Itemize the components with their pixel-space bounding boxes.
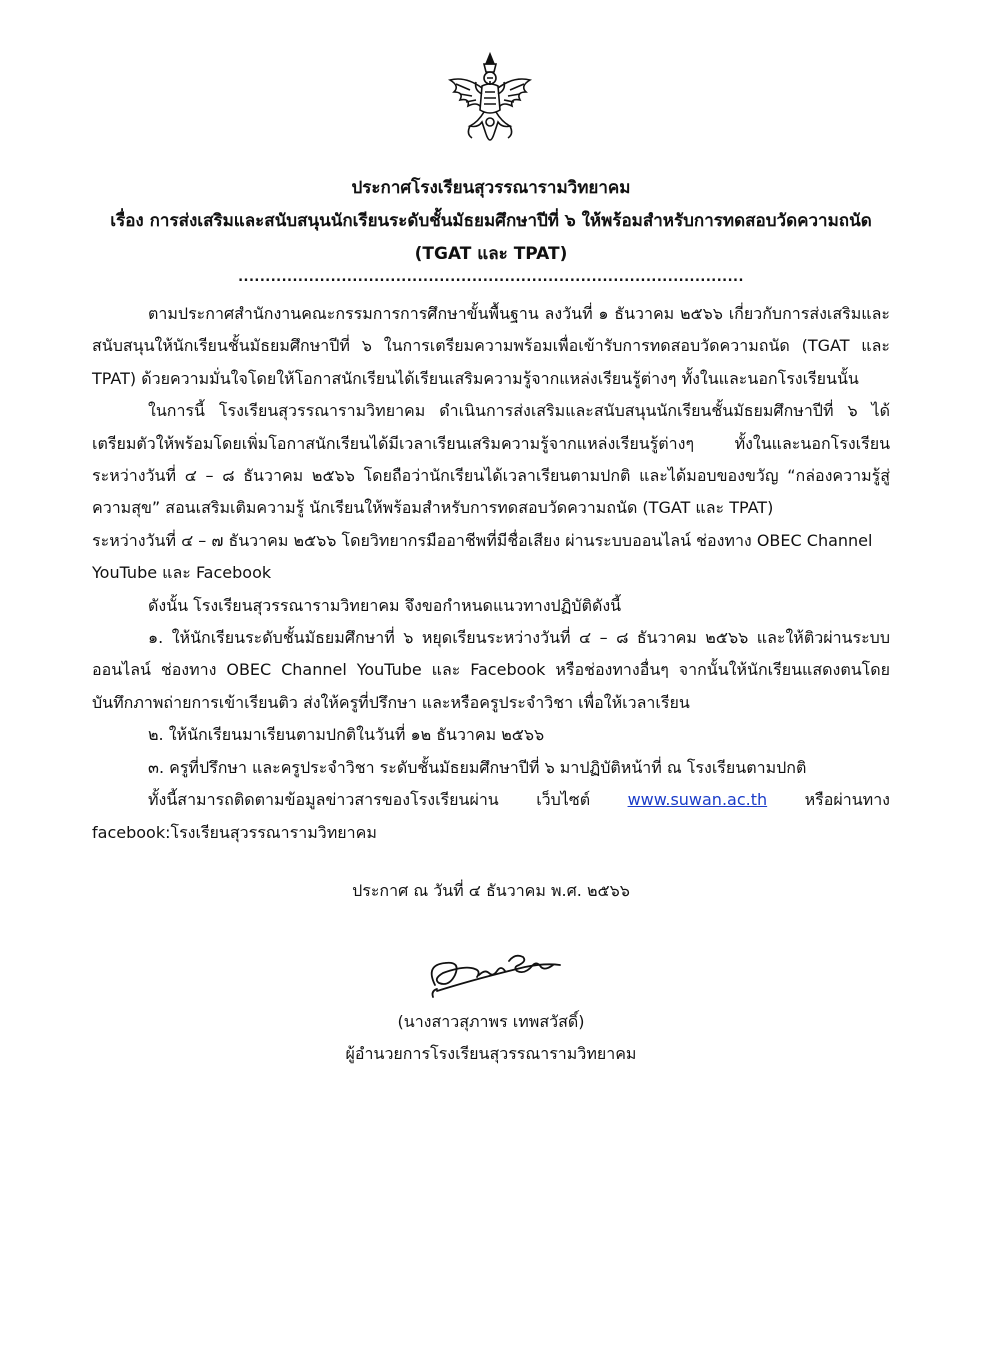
paragraph-contact bbox=[92, 784, 890, 849]
paragraph-tutoring-period: ระหว่างวันที่ ๔ – ๗ ธันวาคม ๒๕๖๖ โดยวิทยากรมืออาชีพที่มีชื่อเสียง ผ่านระบบออนไลน์ ช่องทาง OBEC Channel YouTube และ Facebook bbox=[92, 530, 873, 583]
document-header bbox=[60, 172, 922, 271]
signature-icon bbox=[415, 935, 565, 1005]
signer-title: ผู้อำนวยการโรงเรียนสุวรรณารามวิทยาคม bbox=[345, 1044, 637, 1063]
guideline-item-3: ๓. ครูที่ปรึกษา และครูประจำวิชา ระดับชั้นมัธยมศึกษาปีที่ ๖ มาปฏิบัติหน้าที่ ณ โรงเรียนตามปกติ bbox=[148, 757, 807, 777]
guideline-item-2: ๒. ให้นักเรียนมาเรียนตามปกติในวันที่ ๑๒ ธันวาคม ๒๕๖๖ bbox=[148, 725, 545, 745]
paragraph-school-action: ในการนี้ โรงเรียนสุวรรณารามวิทยาคม ดำเนินการส่งเสริมและสนับสนุนนักเรียนชั้นมัธยมศึกษาปีที่ ๖ ได้เตรียมตัวให้พร้อมโดยเพิ่มโอกาสนักเรียนได้มีเวลาเรียนเสริมความรู้จากแหล่งเรียนรู้ต่างๆ ทั้งในและนอกโรงเรียน ระหว่างวันที่ ๔ – ๘ ธันวาคม ๒๕๖๖ โดยถือว่านักเรียนได้เวลาเรียนตามปกติ และได้มอบของขวัญ “กล่องความรู้สู่ความสุข” สอนเสริมเติมความรู้ นักเรียนให้พร้อมสำหรับการทดสอบวัดความถนัด (TGAT และ TPAT) bbox=[92, 401, 890, 518]
document-body bbox=[92, 298, 890, 849]
signer-block bbox=[60, 1006, 922, 1070]
contact-text-pre: ทั้งนี้สามารถติดตามข้อมูลข่าวสารของโรงเรียนผ่าน เว็บไซต์ bbox=[148, 790, 628, 810]
school-website-link[interactable]: www.suwan.ac.th bbox=[627, 790, 768, 810]
announcement-date: ประกาศ ณ วันที่ ๔ ธันวาคม พ.ศ. ๒๕๖๖ bbox=[352, 881, 630, 900]
guideline-item-1: ๑. ให้นักเรียนระดับชั้นมัธยมศึกษาที่ ๖ หยุดเรียนระหว่างวันที่ ๔ – ๘ ธันวาคม ๒๕๖๖ และให้ติวผ่านระบบออนไลน์ ช่องทาง OBEC Channel YouTube และ Facebook หรือช่องทางอื่นๆ จากนั้นให้นักเรียนแสดงตนโดยบันทึกภาพถ่ายการเข้าเรียนติว ส่งให้ครูที่ปรึกษา และหรือครูประจำวิชา เพื่อให้เวลาเรียน bbox=[92, 628, 890, 712]
document-subject-exam: (TGAT และ TPAT) bbox=[414, 244, 568, 264]
document-subject: เรื่อง การส่งเสริมและสนับสนุนนักเรียนระดับชั้นมัธยมศึกษาปีที่ ๖ ให้พร้อมสำหรับการทดสอบวัดความถนัด bbox=[110, 211, 872, 231]
paragraph-intro: ตามประกาศสำนักงานคณะกรรมการการศึกษาขั้นพื้นฐาน ลงวันที่ ๑ ธันวาคม ๒๕๖๖ เกี่ยวกับการส่งเสริมและสนับสนุนให้นักเรียนชั้นมัธยมศึกษาปีที่ ๖ ในการเตรียมความพร้อมเพื่อเข้ารับการทดสอบวัดความถนัด (TGAT และ TPAT) ด้วยความมั่นใจโดยให้โอกาสนักเรียนได้เรียนเสริมความรู้จากแหล่งเรียนรู้ต่างๆ ทั้งในและนอกโรงเรียนนั้น bbox=[92, 304, 890, 388]
garuda-emblem-icon bbox=[440, 50, 540, 150]
contact-text-post: หรือผ่านทาง facebook:โรงเรียนสุวรรณารามวิทยาคม bbox=[92, 790, 890, 842]
signer-name: (นางสาวสุภาพร เทพสวัสดิ์) bbox=[397, 1012, 585, 1031]
document-title: ประกาศโรงเรียนสุวรรณารามวิทยาคม bbox=[351, 178, 631, 198]
dotted-divider: ............................................................................................. bbox=[238, 270, 744, 285]
paragraph-guidelines: ดังนั้น โรงเรียนสุวรรณารามวิทยาคม จึงขอกำหนดแนวทางปฏิบัติดังนี้ bbox=[148, 595, 622, 615]
